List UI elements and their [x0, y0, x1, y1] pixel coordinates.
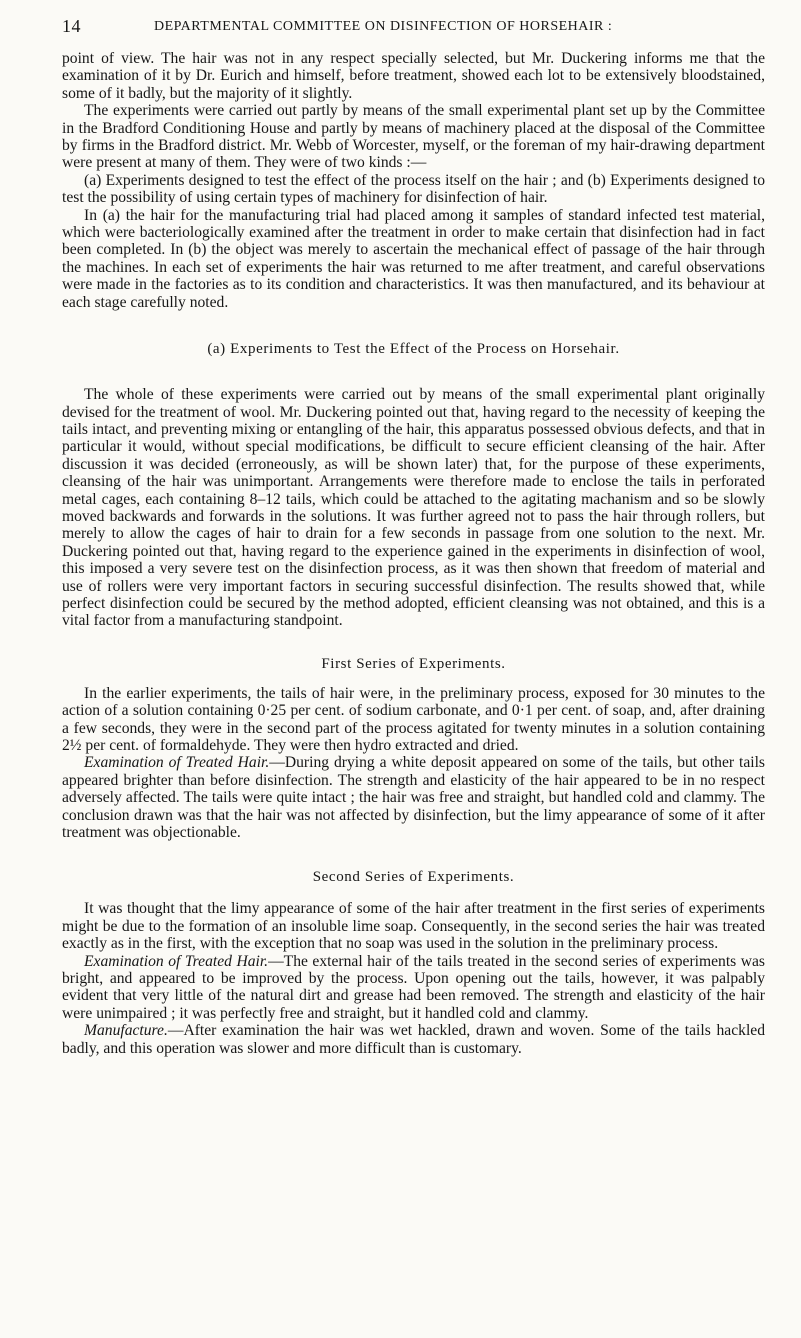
paragraph: The experiments were carried out partly by means of the small experimental plant set up by the Committee in the Bradford Conditioning House and partly by means of machinery placed at the disposal of the Committee by firms in the Bradford district. Mr. Webb of Worcester, myself, or the foreman of my hair-drawing department were present at many of them. They were of two kinds :— — [62, 102, 765, 172]
section-heading: First Series of Experiments. — [321, 655, 506, 672]
paragraph: (a) Experiments designed to test the effect of the process itself on the hair ; and (b) Experiments designed to test the possibility of using certain types of machinery for disinfection of hair. — [62, 171, 765, 207]
paragraph-lead: Examination of Treated Hair. — [84, 952, 269, 970]
paragraph-text: —During drying a white deposit appeared on some of the tails, but other tails appeared brighter than before disinfection. The strength and elasticity of the hair appeared to be in no respect adversely affected. The tails were quite intact ; the hair was free and straight, but handled cold and clammy. The conclusion drawn was that the hair was not affected by disinfection, but the limy appearance of some of it after treatment was objectionable. — [62, 754, 765, 842]
paragraph: The whole of these experiments were carried out by means of the small experimental plant originally devised for the treatment of wool. Mr. Duckering pointed out that, having regard to the necessity of keeping the tails intact, and preventing mixing or entangling of the hair, this apparatus possessed obvious defects, and that in particular it would, without special modifications, be difficult to secure efficient cleansing of the hair. After discussion it was decided (erroneously, as will be shown later) that, for the purpose of these experiments, cleansing of the hair was unimportant. Arrangements were therefore made to enclose the tails in perforated metal cages, each containing 8–12 tails, which could be attached to the agitating machanism and so be slowly moved backwards and forwards in the solutions. It was further agreed not to pass the hair through rollers, but merely to allow the cages of hair to drain for a few seconds in passage from one solution to the next. Mr. Duckering pointed out that, having regard to the experience gained in the experiments in disinfection of wool, this imposed a very severe test on the disinfection process, as it was then shown that freedom of material and use of rollers were very important factors in securing successful disinfection. The results showed that, while perfect disinfection could be secured by the method adopted, efficient cleansing was not obtained, and this is a vital factor from a manufacturing standpoint. — [62, 386, 765, 630]
paragraph: In (a) the hair for the manufacturing trial had placed among it samples of standard infected test material, which were bacteriologically examined after the treatment in order to make certain that disinfection had in fact been completed. In (b) the object was merely to ascertain the mechanical effect of passage of the hair through the machines. In each set of experiments the hair was returned to me after treatment, and careful observations were made in the factories as to its condition and characteristics. It was then manufactured, and its behaviour at each stage carefully noted. — [62, 206, 765, 311]
paragraph-lead: Manufacture. — [84, 1022, 168, 1040]
paragraph: point of view. The hair was not in any respect specially selected, but Mr. Duckering informs me that the examination of it by Dr. Eurich and himself, before treatment, showed each lot to be extensively bloodstained, some of it badly, but the majority of it slightly. — [62, 50, 765, 102]
paragraph: It was thought that the limy appearance of some of the hair after treatment in the first series of experiments might be due to the formation of an insoluble lime soap. Consequently, in the second series the hair was treated exactly as in the first, with the exception that no soap was used in the solution in the preliminary process. — [62, 900, 765, 953]
paragraph — [62, 1022, 765, 1057]
paragraph-lead: Examination of Treated Hair. — [84, 754, 270, 772]
paragraph: In the earlier experiments, the tails of hair were, in the preliminary process, exposed for 30 minutes to the action of a solution containing 0·25 per cent. of sodium carbonate, and 0·1 per cent. of soap, and, after draining a few seconds, they were in the second part of the process agitated for twenty minutes in a solution containing 2½ per cent. of formaldehyde. They were then hydro extracted and dried. — [62, 684, 765, 754]
paragraph — [62, 953, 765, 1023]
running-title: DEPARTMENTAL COMMITTEE ON DISINFECTION OF HORSEHAIR : — [154, 19, 613, 34]
running-header — [62, 16, 765, 40]
paragraph-text: —The external hair of the tails treated in the second series of experiments was bright, and appeared to be improved by the process. Upon opening out the tails, however, it was palpably evident that very little of the natural dirt and grease had been removed. The strength and elasticity of the hair were unimpaired ; it was perfectly free and straight, but it handled cold and clammy. — [62, 952, 765, 1022]
page-number: 14 — [62, 16, 81, 36]
section-heading: (a) Experiments to Test the Effect of the Process on Horsehair. — [207, 341, 620, 358]
section-heading: Second Series of Experiments. — [312, 869, 515, 886]
paragraph — [62, 754, 765, 841]
paragraph-text: —After examination the hair was wet hackled, drawn and woven. Some of the tails hackled badly, and this operation was slower and more difficult than is customary. — [62, 1022, 765, 1057]
